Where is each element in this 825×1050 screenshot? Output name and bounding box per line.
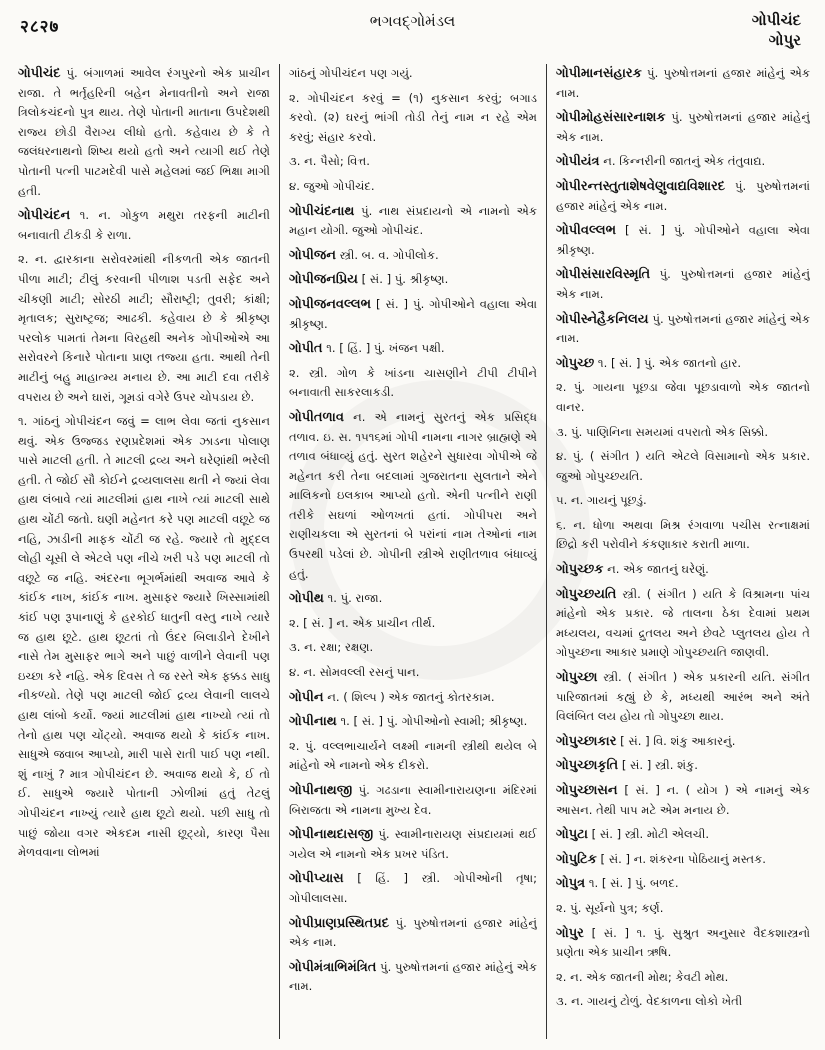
dictionary-entry [289,152,537,172]
dictionary-entry [556,874,810,894]
definition-text: ૫. ન. ગાયનું પૂછડું. [556,493,647,508]
headword: ગોપુત્ર [556,876,586,892]
dictionary-entry [289,64,537,84]
dictionary-entry [556,378,810,417]
dictionary-entry [289,688,537,708]
dictionary-entry [289,958,537,997]
definition-text: સ્ત્રી. ( સંગીત ) યતિ કે વિશ્રામના પાંચ માંહેનો એક પ્રકાર. જે તાલના ઠેકા દેવામાં પ્રથમ મધ્યલય, વચમાં દ્રુતલય અને છેવટે પ્લુતલય હોય તે ગોપુચ્છના આકાર પ્રમાણે ગોપુચ્છયતિ જાણવી. [556,586,810,660]
definition-text: ૧. ગાંઠનું ગોપીચંદન જવું = લાભ લેવા જતાં નુકસાન થવું. એક ઉજ્જડ રણપ્રદેશમાં એક ઝાડના પોલાણ પાસે માટલી હતી. તે માટલી દ્રવ્ય અને ઘરેણાંથી ભરેલી હતી. તે જોઈ સૌ કોઈને દ્રવ્યલાલસા થતી ને જ્યાં લેવા હાથ લંબાવે ત્યાં માટલીમાં હાથ નાખે ત્યાં માટલી સાથે હાથ ચોંટી જતો. ઘણી મહેનત કરે પણ માટલી વછૂટે જ નહિ, ઝાડીની માફક ચોંટી જ રહે. જ્યારે તો મુદ્દલ લોહી ચૂસી લે એટલે પણ નીચે ખરી પડે પણ માટલી તો વછૂટે જ નહિ. અંદરના ભૂગર્ભમાંથી અવાજ આવે કે કાંઈક નાખ, કાંઈક નાખ. મુસાફર જ્યારે ખિસ્સામાંથી કાંઈ પણ રૂપાનાણું કે હરકોઈ ધાતુની વસ્તુ નાખે ત્યારે જ હાથ છૂટે. હાથ છૂટતાં તો ઉંદર બિલાડીને દેખીને નાસે તેમ મુસાફર ભાગે અને પાછું વાળીને લેવાની પણ ઇચ્છા કરે નહિ. એક દિવસ તે જ રસ્તે એક ફક્કડ સાધુ નીકળ્યો. તેણે પણ માટલી જોઈ દ્રવ્ય લેવાની લાલચે હાથ લાંબો કર્યો. જ્યાં માટલીમાં હાથ નાખ્યો ત્યાં તો તેનો હાથ પણ ચોંટ્યો. અવાજ થયો કે કાંઈક નાખ. સાધુએ જવાબ આપ્યો, મારી પાસે રાતી પાઈ પણ નથી. શું નાખું ? માત્ર ગોપીચંદન છે. અવાજ થયો કે, ઈ તો ઈ. સાધુએ જ્યારે પોતાની ઝોળીમાં હતું તેટલું ગોપીચંદન નાખ્યું ત્યારે હાથ છૂટો થયો. પછી સાધુ તો પાછું જોયા વગર એકદમ નાસી છૂટ્યો, કારણ પૈસા મેળવવાના લોભમાં [18,414,270,860]
definition-text: ૪. ન. સોમવલ્લી રસનું પાન. [289,665,420,680]
headword: ગોપુચ્છાકૃતિ [556,758,619,774]
dictionary-entry [556,585,810,663]
guide-words [752,10,801,50]
definition-text: ૩. ન. ગાયનું ટોળું. વેદકાળના લોકો ખેતી [556,994,743,1009]
dictionary-entry [556,491,810,511]
dictionary-entry [289,177,537,197]
headword: ગોપીરન્તસ્તુતાશેષવેણુવાદ્યવિશારદ [556,178,726,194]
definition-text: ન. કિન્નરીની જાતનું એક તંતુવાદ્ય. [603,154,766,169]
headword: ગોપીન [289,689,324,705]
dictionary-entry [289,295,537,334]
headword: ગોપીચંદન [18,208,71,224]
definition-text: ૨. ન. દ્વારકાના સરોવરમાંથી નીકળતી એક જાતની પીળા માટી; ટીલું કરવાની પીળાશ પડતી સફેદ અને ચીકણી માટી; સોરઠી માટી; સૌરાષ્ટ્રી; તુવરી; કાંક્ષી; મૃતાલક; સુરાષ્ટ્રજ; આઢકી. કહેવાય છે કે શ્રીકૃષ્ણ પરલોક પામતાં તેમના વિરહથી અનેક ગોપીઓએ આ સરોવરને કિનારે પોતાના પ્રાણ તજ્યા હતા. આથી તેની માટીનું બહુ માહાત્મ્ય મનાય છે. આ માટી દવા તરીકે વપરાય છે અને ઘારાં, ગૂમડાં વગેરે ઉપર ચોપડાય છે. [18,252,270,404]
dictionary-entry [556,265,810,304]
dictionary-entry [18,206,270,245]
dictionary-entry [18,250,270,407]
dictionary-entry [289,712,537,732]
dictionary-entry [18,64,270,201]
dictionary-entry [289,270,537,290]
definition-text: પું. પુરુષોત્તમનાં હજાર માંહેનું એક નામ. [556,110,810,144]
definition-text: [ સં. ] સ્ત્રી. મોટી એલચી. [591,827,710,842]
dictionary-entry [289,246,537,266]
definition-text: ગાંઠનું ગોપીચંદન પણ ગયું. [289,66,413,80]
definition-text: ન. એ નામનું સુરતનું એક પ્રસિદ્ધ તળાવ. ઇ. સ. ૧૫૧૬માં ગોપી નામના નાગર બ્રાહ્મણે એ તળાવ બંધાવ્યું હતું. સુરત શહેરને સુધારવા ગોપીએ જે મહેનત કરી તેના બદલામાં ગુજરાતના સુલતાને એને માલિકનો ઇલકાબ આપ્યો હતો. એની પત્નીને રાણી તરીકે સઘળાં ઓળખતાં હતાં. ગોપીપરા અને રાણીચકલા એ સુરતનાં બે પરાંનાં નામ તેઓનાં નામ ઉપરથી પડેલાં છે. ગોપીની સ્ત્રીએ રાણીતળાવ બંધાવ્યું હતું. [289,409,537,581]
definition-text: [ સં. ] ન. ( યોગ ) એ નામનું એક આસન. તેથી પાપ મટે એમ મનાય છે. [556,783,810,817]
dictionary-entry [289,339,537,359]
dictionary-entry [556,447,810,486]
definition-text: પું. સ્વામીનારાયણ સંપ્રદાયમાં થઈ ગયેલ એ નામનો એક પ્રખર પંડિત. [289,827,537,861]
dictionary-entry [556,850,810,870]
column-divider [279,64,280,1039]
definition-text: [ સં. ] સ્ત્રી. શંકુ. [621,758,698,773]
headword: ગોપીમાનસંહારક [556,66,642,81]
dictionary-entry [556,924,810,963]
definition-text: ૧. પું. રાજા. [327,591,383,606]
headword: ગોપુચ્છાકાર [556,733,617,749]
definition-text: ૨. પું. સૂર્યનો પુત્ર; કર્ણ. [556,900,664,915]
headword: ગોપીજન [289,247,336,263]
dictionary-entry [289,408,537,584]
headword: ગોપીથ [289,591,324,607]
headword: ગોપીચંદનાથ [289,203,355,219]
definition-text: [ હિં. ] સ્ત્રી. ગોપીઓની તૃષા; ગોપીલાલસા. [289,871,537,905]
headword: ગોપીસ્નેહૈકનિલય [556,311,649,327]
page-header [0,0,825,62]
dictionary-entry [556,310,810,349]
dictionary-title: ભગવદ્ગોમંડલ [369,12,456,30]
dictionary-entry [556,825,810,845]
definition-text: ૨. સ્ત્રી. ગોળ કે ખાંડના ચાસણીને ટીપી ટીપીને બનાવાતી સાકરલાકડી. [289,365,537,400]
headword: ગોપુચ્છયતિ [556,586,617,602]
definition-text: [ સં. ] ૧. પું. સુશ્રુત અનુસાર વૈદકશાસ્ત્રનો પ્રણેતા એક પ્રાચીન ઋષિ. [556,925,810,960]
dictionary-entry [556,423,810,443]
definition-text: ૩. પું. પાણિનિના સમયમાં વપરાતો એક સિક્કો. [556,424,769,439]
definition-text: [ સં. ] ન. શંકરના પોઠિયાનું મસ્તક. [600,851,766,866]
dictionary-entry [289,869,537,908]
dictionary-entry [556,108,810,147]
dictionary-entry [556,732,810,752]
dictionary-entry [556,221,810,260]
definition-text: ૩. ન. રક્ષા; રક્ષણ. [289,640,374,655]
guide-word-last: ગોપુર [768,31,801,49]
headword: ગોપીમોહસંસારનાશક [556,110,666,126]
definition-text: ૧. [ સં. ] પું. બળદ. [588,876,679,891]
definition-text: પું. પુરુષોત્તમનાં હજાર માંહેનું એક નામ. [556,267,810,301]
dictionary-entry [289,638,537,658]
headword: ગોપીસંસારવિસ્મૃતિ [556,267,651,283]
headword: ગોપીનાથ [289,714,337,730]
dictionary-entry [289,614,537,634]
column-2 [289,64,537,1039]
headword: ગોપુટા [556,827,588,843]
headword: ગોપીનાથદાસજી [289,827,374,843]
column-divider [546,64,547,1039]
definition-text: [ સં. ] પું. ગોપીઓને વહાલા એવા શ્રીકૃષ્ણ. [289,296,537,331]
dictionary-entry [556,560,810,580]
definition-text: પું. પુરુષોત્તમનાં હજાર માંહેનું એક નામ. [556,66,810,100]
headword: ગોપુચ્છ [556,355,595,371]
dictionary-entry [289,825,537,864]
definition-text: ૨. પું. ગાયના પૂછડા જેવા પૂછડાવાળો એક જાતનો વાનર. [556,380,810,414]
definition-text: ૨. ગોપીચંદન કરવું = (૧) નુકસાન કરવું; બગાડ કરવો. (૨) ઘરનું ભાંગી તોડી તેનું નામ ન રહે એમ કરવું; સંહાર કરવો. [289,90,537,144]
dictionary-entry [289,781,537,820]
headword: ગોપુચ્છાસન [556,783,618,798]
dictionary-entry [556,899,810,919]
definition-text: [ સં. ] વિ. શંકુ આકારનું. [620,733,736,748]
headword: ગોપીજનપ્રિય [289,272,358,288]
headword: ગોપીતળાવ [289,409,344,425]
dictionary-entry [289,589,537,609]
headword: ગોપીમંત્રાભિમંત્રિત [289,959,377,975]
definition-text: ૧. ન. ગોકુળ મથુરા તરફની માટીની બનાવાતી ટીકડી કે રાળા. [18,208,270,242]
definition-text: [ સં. ] પું. શ્રીકૃષ્ણ. [361,272,449,287]
dictionary-entry [556,781,810,820]
headword: ગોપીચંદ [18,66,61,81]
dictionary-entry [556,354,810,374]
dictionary-entry [556,756,810,776]
definition-text: ૨. [ સં. ] ન. એક પ્રાચીન તીર્થ. [289,615,436,630]
definition-text: [ સં. ] પું. ગોપીઓને વહાલા એવા શ્રીકૃષ્ણ. [556,223,810,257]
guide-word-first: ગોપીચંદ [751,11,801,29]
definition-text: પું. પુરુષોત્તમનાં હજાર માંહેનું એક નામ. [556,311,810,346]
headword: ગોપુર [556,925,584,941]
dictionary-entry [289,364,537,403]
definition-text: પું. ગઢડાના સ્વામીનારાયણના મંદિરમાં બિરાજતા એ નામના મુખ્ય દેવ. [289,783,537,817]
definition-text: પું. બંગાળમાં આવેલ રંગપુરનો એક પ્રાચીન રાજા. તે ભર્તૃહરિની બહેન મેનાવતીનો અને રાજા ત્રિલોકચંદનો પુત્ર થાય. તેણે પોતાની માતાના ઉપદેશથી રાજ્ય છોડી વૈરાગ્ય લીધો હતો. કહેવાય છે કે તે જલંધરનાથનો શિષ્ય થયો હતો અને ત્યાગી થઈ તેણે પોતાની પત્ની પાટમદેવી પાસે મહેલમાં જઈ ભિક્ષા માગી હતી. [18,66,270,198]
page-number: २८२७ [20,17,60,37]
definition-text: પું. નાથ સંપ્રદાયનો એ નામનો એક મહાન યોગી. જુઓ ગોપીચંદ. [289,203,537,238]
definition-text: ન. એક જાતનું ઘરેણું. [607,562,709,577]
definition-text: ૧. [ સં. ] પું. એક જાતનો હાર. [597,355,742,370]
dictionary-entry [289,202,537,241]
definition-text: ૨. ન. એક જાતની મોથ; કેવટી મોથ. [556,969,729,984]
headword: ગોપુટિક [556,851,597,867]
dictionary-entry [556,64,810,103]
definition-text: ૬. ન. ધોળા અથવા મિશ્ર રંગવાળા પચીસ રત્નાક્ષમાં છિદ્રો કરી પરોવીને કંકણાકાર કરાતી માળા. [556,517,810,552]
dictionary-entry [289,663,537,683]
definition-text: પું. પુરુષોત્તમનાં હજાર માંહેનું એક નામ. [289,915,537,950]
definition-text: ૪. પું. ( સંગીત ) યતિ એટલે વિસામાનો એક પ્રકાર. જુઓ ગોપુચ્છયતિ. [556,449,810,483]
headword: ગોપીપ્યાસ [289,871,344,887]
dictionary-entry [556,992,810,1012]
definition-text: ન. ( શિલ્પ ) એક જાતનું કોતરકામ. [327,689,495,704]
headword: ગોપીજનવલ્લભ [289,296,371,312]
definition-text: ૩. ન. પૈસો; વિત્ત. [289,154,370,169]
dictionary-entry [289,89,537,148]
headword: ગોપીયંત્ર [556,154,600,170]
dictionary-entry [289,914,537,953]
definition-text: ૧. [ હિં. ] પું. ખંજન પક્ષી. [326,341,445,356]
dictionary-entry [18,412,270,863]
definition-text: પું. પુરુષોત્તમનાં હજાર માંહેનું એક નામ. [289,959,537,994]
column-3 [556,64,810,1039]
column-1 [18,64,270,1039]
definition-text: ૪. જુઓ ગોપીચંદ. [289,178,375,193]
dictionary-entry [556,968,810,988]
dictionary-entry [289,737,537,776]
dictionary-entry [556,516,810,555]
dictionary-entry [556,668,810,727]
headword: ગોપીવલ્લભ [556,223,616,239]
headword: ગોપીનાથજી [289,783,353,798]
headword: ગોપુચ્છા [556,670,598,686]
definition-text: પું. પુરુષોત્તમનાં હજાર માંહેનું એક નામ. [556,178,810,213]
headword: ગોપુચ્છક [556,562,604,578]
headword: ગોપીપ્રાણપ્રસ્થિતપ્રદ [289,915,389,931]
definition-text: ૨. પું. વલ્લભાચાર્યને લક્ષ્મી નામની સ્ત્રીથી થયેલ બે માંહેનો એ નામનો એક દીકરો. [289,738,537,773]
headword: ગોપીત [289,341,323,357]
dictionary-entry [556,177,810,216]
definition-text: ૧. [ સં. ] પું. ગોપીઓનો સ્વામી; શ્રીકૃષ્ણ. [340,714,528,729]
dictionary-entry [556,152,810,172]
definition-text: સ્ત્રી. બ. વ. ગોપીલોક. [339,247,439,262]
definition-text: સ્ત્રી. ( સંગીત ) એક પ્રકારની યતિ. સંગીત પારિજાતમાં કહ્યું છે કે, મધ્યથી આરંભ અને અંતે વિલંબિત લય હોય તો ગોપુચ્છા થાય. [556,670,810,724]
